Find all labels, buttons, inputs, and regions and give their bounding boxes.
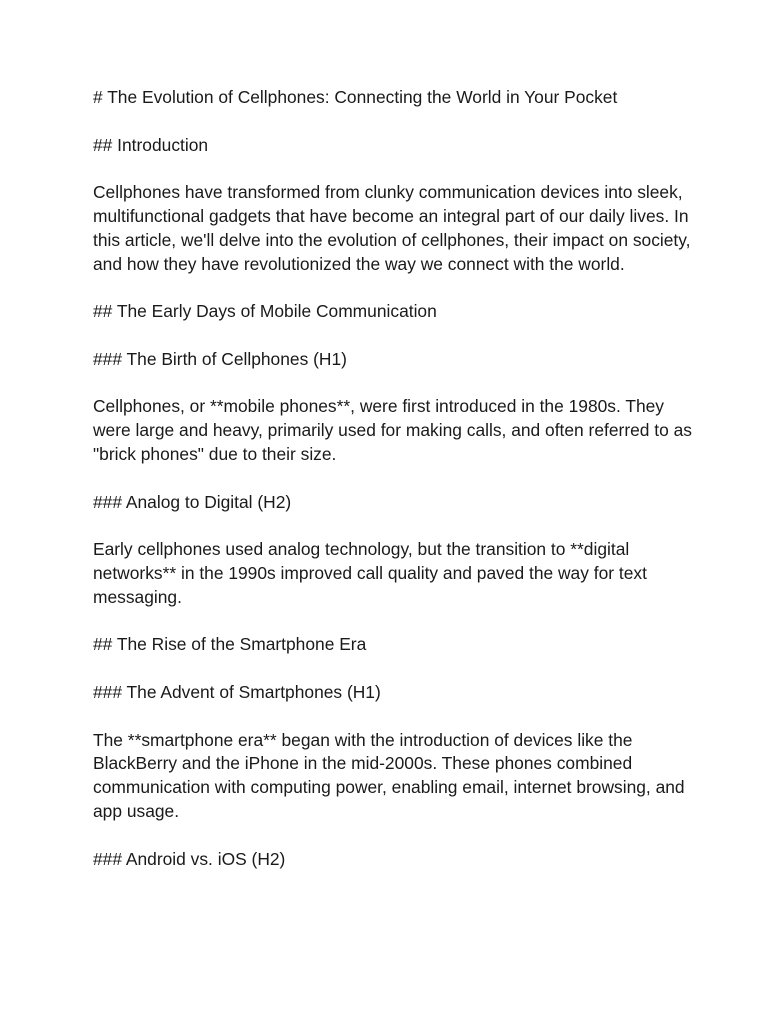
section-heading-introduction: ## Introduction xyxy=(93,134,209,155)
subheading-analog-to-digital: ### Analog to Digital (H2) xyxy=(93,491,292,512)
document-body xyxy=(93,86,693,895)
subheading-birth-of-cellphones: ### The Birth of Cellphones (H1) xyxy=(93,348,347,369)
section-heading-early-days: ## The Early Days of Mobile Communication xyxy=(93,301,437,322)
paragraph-birth-of-cellphones: Cellphones, or **mobile phones**, were first introduced in the 1980s. They were large and heavy, primarily used for making calls, and often referred to as "brick phones" due to their size. xyxy=(93,396,692,464)
paragraph-analog-to-digital: Early cellphones used analog technology, but the transition to **digital networks** in the 1990s improved call quality and paved the way for text messaging. xyxy=(93,539,647,607)
paragraph-advent-of-smartphones: The **smartphone era** began with the introduction of devices like the BlackBerry and the iPhone in the mid-2000s. These phones combined communication with computing power, enabling email, internet browsing, and app usage. xyxy=(93,729,685,821)
subheading-advent-of-smartphones: ### The Advent of Smartphones (H1) xyxy=(93,681,381,702)
subheading-android-vs-ios: ### Android vs. iOS (H2) xyxy=(93,848,286,869)
section-heading-smartphone-era: ## The Rise of the Smartphone Era xyxy=(93,634,367,655)
paragraph-introduction: Cellphones have transformed from clunky communication devices into sleek, multifunctional gadgets that have become an integral part of our daily lives. In this article, we'll delve into the evolution of cellphones, their impact on society, and how they have revolutionized the way we connect with the world. xyxy=(93,182,691,274)
article-title: # The Evolution of Cellphones: Connecting the World in Your Pocket xyxy=(93,87,618,107)
